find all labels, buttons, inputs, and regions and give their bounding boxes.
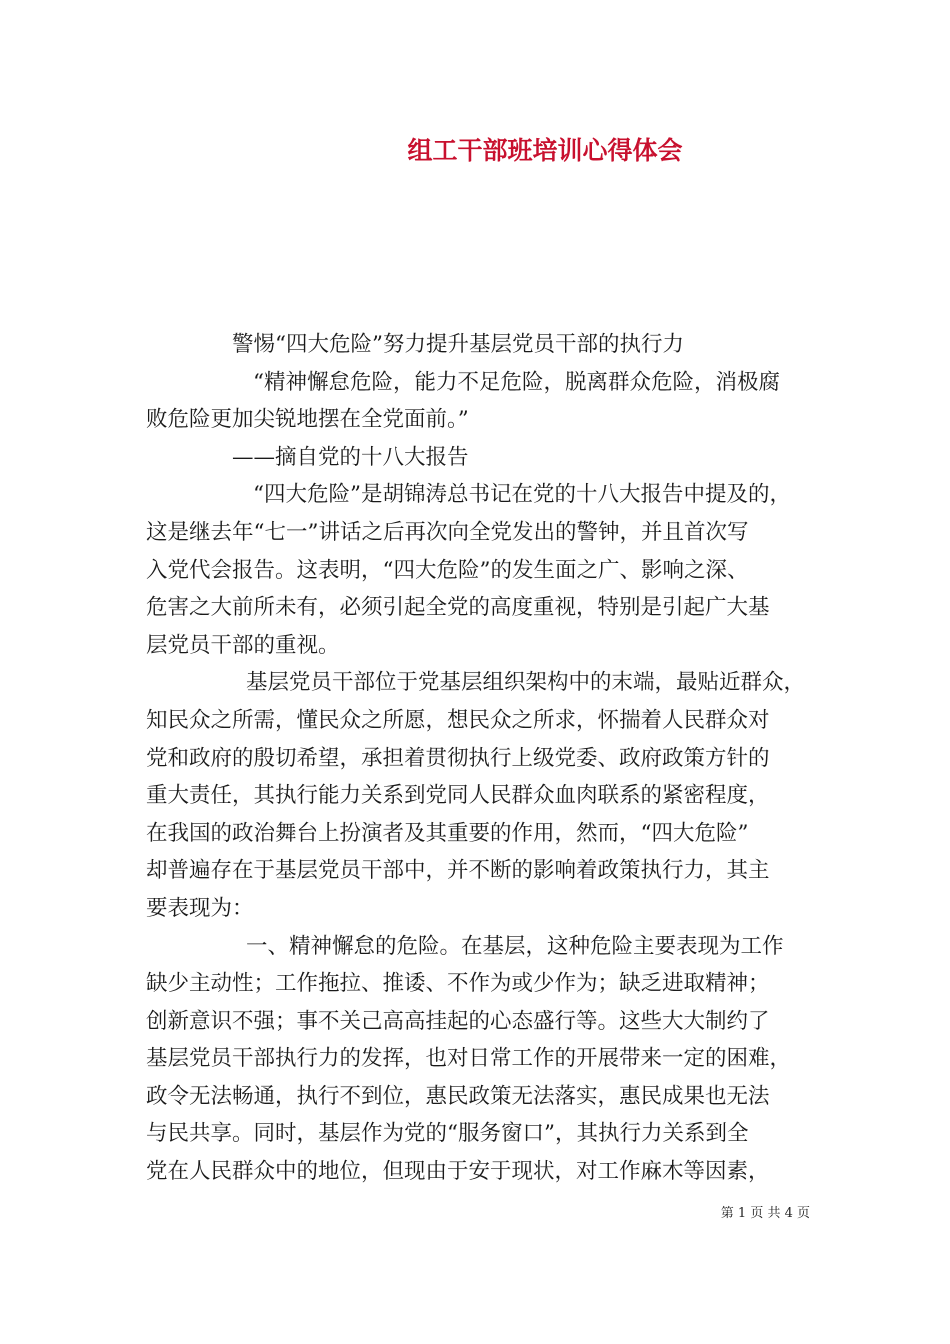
text-line: “精神懈怠危险，能力不足危险，脱离群众危险，消极腐 xyxy=(253,369,780,395)
text-line: 与民共享。同时，基层作为党的“服务窗口”，其执行力关系到全 xyxy=(146,1121,749,1147)
text-line: ——摘自党的十八大报告 xyxy=(232,444,469,470)
text-line: 缺少主动性；工作拖拉、推诿、不作为或少作为；缺乏进取精神； xyxy=(146,971,770,997)
text-line: “四大危险”是胡锦涛总书记在党的十八大报告中提及的， xyxy=(253,482,791,508)
text-line: 创新意识不强；事不关己高高挂起的心态盛行等。这些大大制约了 xyxy=(146,1008,770,1034)
text-line: 党在人民群众中的地位，但现由于安于现状，对工作麻木等因素， xyxy=(146,1159,770,1185)
document-body xyxy=(146,326,810,1191)
text-line: 基层党员干部执行力的发挥，也对日常工作的开展带来一定的困难， xyxy=(146,1046,792,1072)
text-line: 党和政府的殷切希望，承担着贯彻执行上级党委、政府政策方针的 xyxy=(146,745,770,771)
text-line: 这是继去年“七一”讲话之后再次向全党发出的警钟，并且首次写 xyxy=(146,519,749,545)
document-title: 组工干部班培训心得体会 xyxy=(407,136,683,165)
text-line: 要表现为： xyxy=(146,895,254,921)
text-line: 警惕“四大危险”努力提升基层党员干部的执行力 xyxy=(232,332,684,357)
text-line: 政令无法畅通，执行不到位，惠民政策无法落实，惠民成果也无法 xyxy=(146,1083,770,1109)
text-line: 却普遍存在于基层党员干部中，并不断的影响着政策执行力，其主 xyxy=(146,858,770,884)
text-line: 基层党员干部位于党基层组织架构中的末端，最贴近群众， xyxy=(246,670,806,696)
text-line: 在我国的政治舞台上扮演者及其重要的作用，然而，“四大危险” xyxy=(146,820,749,846)
text-line: 入党代会报告。这表明，“四大危险”的发生面之广、影响之深、 xyxy=(146,557,749,583)
text-line: 层党员干部的重视。 xyxy=(146,632,340,658)
text-line: 一、精神懈怠的危险。在基层，这种危险主要表现为工作 xyxy=(246,933,784,959)
text-line: 重大责任，其执行能力关系到党同人民群众血肉联系的紧密程度， xyxy=(146,783,770,809)
text-line: 知民众之所需，懂民众之所愿，想民众之所求，怀揣着人民群众对 xyxy=(146,707,770,733)
page-number-footer: 第 1 页 共 4 页 xyxy=(720,1206,810,1221)
text-line: 败危险更加尖锐地摆在全党面前。” xyxy=(146,407,469,433)
text-line: 危害之大前所未有，必须引起全党的高度重视，特别是引起广大基 xyxy=(146,595,770,621)
